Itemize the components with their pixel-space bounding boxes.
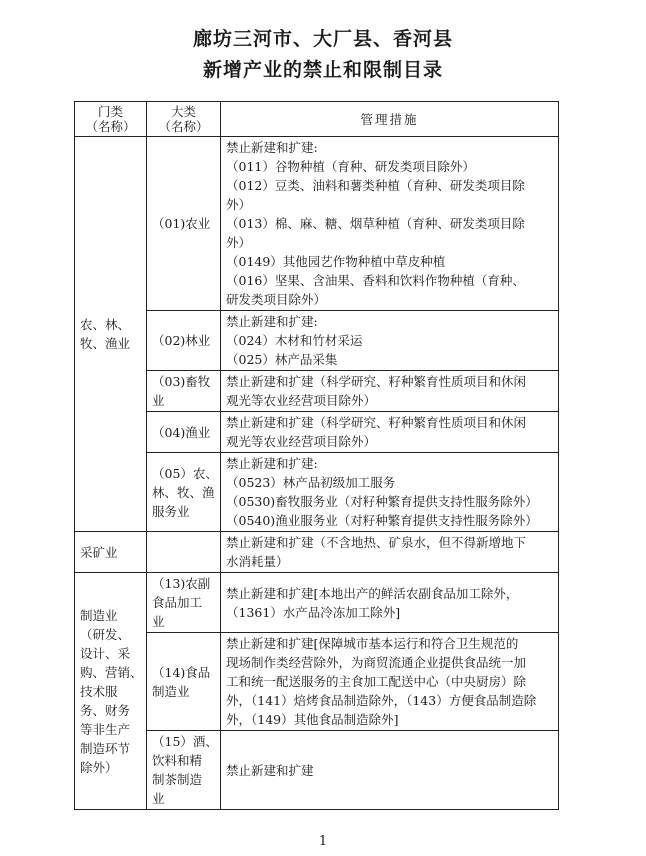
header-da (147, 102, 221, 137)
category-line: 设计、采 (80, 645, 131, 661)
measure-line: （0523）林产品初级加工服务 (226, 475, 396, 490)
header-da-line2: （名称） (158, 119, 209, 134)
measure-line: 禁止新建和扩建: (226, 456, 318, 471)
measure-line: 研发类项目除外） (226, 292, 327, 307)
measure-line: 禁止新建和扩建: (226, 314, 318, 329)
table-row (75, 371, 559, 412)
category-line: 农、林、 (80, 317, 131, 332)
subcategory-line: （03)畜牧 (152, 374, 211, 389)
subcategory-line: 服务业 (152, 503, 190, 519)
table-row (75, 633, 559, 731)
document-title-line2: 新增产业的禁止和限制目录 (202, 59, 443, 81)
subcategory-line: （13)农副 (152, 576, 211, 591)
measure-line: 水消耗量） (226, 554, 289, 569)
measure-cell (221, 137, 559, 311)
document-title-line1: 廊坊三河市、大厂县、香河县 (192, 28, 453, 50)
category-line: 制造业 (80, 607, 118, 623)
subcategory-cell (147, 532, 221, 573)
measure-line: 外，（149）其他食品制造除外] (226, 712, 399, 727)
subcategory-line: 业 (152, 393, 165, 408)
measure-line: （0530)畜牧服务业（对籽种繁育提供支持性服务除外） (226, 494, 538, 509)
measure-cell (221, 371, 559, 412)
measure-line: 现场制作类经营除外，为商贸流通企业提供食品统一加 (226, 655, 527, 670)
table-row (75, 532, 559, 573)
subcategory-cell (147, 573, 221, 633)
subcategory-line: （04)渔业 (152, 424, 211, 440)
measure-line: （012）豆类、油料和薯类种植（育种、研发类项目除 (226, 178, 525, 193)
subcategory-line: 食品加工 (152, 595, 203, 610)
measure-line: （0540)渔业服务业（对籽种繁育提供支持性服务除外） (226, 513, 538, 528)
table-row (75, 731, 559, 810)
subcategory-line: （15）酒、 (152, 734, 218, 749)
table-row (75, 573, 559, 633)
category-line: 务、财务 (80, 702, 131, 718)
category-line: 制造环节 (80, 740, 131, 756)
measure-line: 外，（141）焙烤食品制造除外，（143）方便食品制造除 (226, 693, 537, 708)
subcategory-line: 林、牧、渔 (152, 484, 215, 500)
subcategory-line: （01)农业 (152, 216, 211, 231)
table-row (75, 311, 559, 371)
measure-cell (221, 311, 559, 371)
measure-line: 禁止新建和扩建（科学研究、籽种繁育性质项目和休闲 (226, 415, 527, 430)
measure-cell (221, 633, 559, 731)
subcategory-cell (147, 633, 221, 731)
measure-line: 禁止新建和扩建[本地出产的鲜活农副食品加工除外， (226, 585, 519, 601)
category-cell (75, 573, 147, 810)
subcategory-line: 制茶制造 (152, 772, 203, 787)
catalog-table (74, 101, 559, 810)
subcategory-line: （05）农、 (152, 465, 218, 481)
measure-line: （011）谷物种植（育种、研发类项目除外） (226, 159, 475, 174)
category-line: 牧、渔业 (80, 336, 131, 351)
measure-line: 外） (226, 197, 252, 212)
measure-line: 禁止新建和扩建: (226, 140, 318, 155)
subcategory-cell (147, 731, 221, 810)
measure-line: （016）坚果、含油果、香料和饮料作物种植（育种、 (226, 273, 525, 288)
category-line: 技术服 (80, 683, 118, 699)
header-row (75, 102, 559, 137)
header-measures: 管理措施 (221, 102, 559, 137)
subcategory-line: 饮料和精 (152, 753, 203, 768)
measure-line: 禁止新建和扩建（不含地热、矿泉水，但不得新增地下 (226, 535, 527, 550)
measure-line: 观光等农业经营项目除外） (226, 434, 377, 449)
table-row (75, 412, 559, 453)
header-men-line1: 门类 (97, 104, 123, 119)
subcategory-cell (147, 311, 221, 371)
category-line: 等非生产 (80, 721, 131, 737)
subcategory-cell (147, 371, 221, 412)
category-line: 购、营销、 (80, 664, 143, 680)
subcategory-cell (147, 137, 221, 311)
header-men (75, 102, 147, 137)
measure-line: 禁止新建和扩建（科学研究、籽种繁育性质项目和休闲 (226, 374, 527, 389)
category-line: 采矿业 (80, 544, 118, 560)
table-row (75, 137, 559, 311)
measure-cell (221, 453, 559, 532)
category-line: 除外） (80, 759, 118, 775)
measure-line: 外） (226, 235, 252, 250)
measure-line: 工和统一配送服务的主食加工配送中心（中央厨房）除 (226, 674, 527, 689)
measure-line: （025）林产品采集 (226, 352, 338, 367)
subcategory-cell (147, 453, 221, 532)
header-da-line1: 大类 (170, 104, 196, 119)
table-row (75, 453, 559, 532)
measure-line: 禁止新建和扩建[保障城市基本运行和符合卫生规范的 (226, 636, 519, 651)
measure-line: （024）木材和竹材采运 (226, 333, 363, 348)
measure-line: 禁止新建和扩建 (226, 762, 314, 778)
measure-line: 观光等农业经营项目除外） (226, 393, 377, 408)
measure-cell (221, 412, 559, 453)
subcategory-line: 业 (152, 791, 165, 806)
subcategory-line: （14)食品 (152, 664, 211, 680)
category-cell (75, 532, 147, 573)
page-number: 1 (318, 834, 328, 849)
measure-line: （0149）其他园艺作物种植中草皮种植 (226, 254, 446, 269)
subcategory-line: 制造业 (152, 683, 190, 699)
category-line: （研发、 (80, 626, 131, 642)
measure-line: （1361）水产品冷冻加工除外] (226, 604, 401, 620)
measure-cell (221, 573, 559, 633)
category-cell (75, 137, 147, 532)
measure-line: （013）棉、麻、糖、烟草种植（育种、研发类项目除 (226, 216, 525, 231)
subcategory-cell (147, 412, 221, 453)
subcategory-line: （02)林业 (152, 333, 211, 348)
measure-cell (221, 731, 559, 810)
measure-cell (221, 532, 559, 573)
subcategory-line: 业 (152, 614, 165, 629)
header-men-line2: （名称） (85, 119, 136, 134)
